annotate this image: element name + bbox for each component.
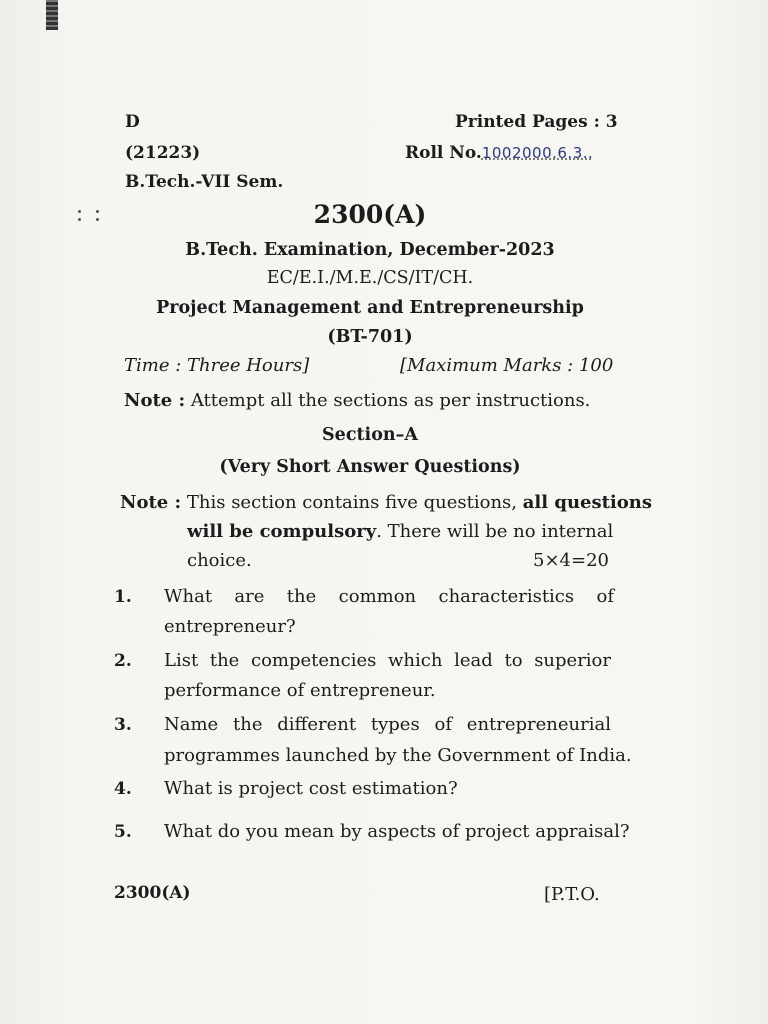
question-number: 4.	[114, 779, 132, 799]
max-marks: [Maximum Marks : 100	[400, 355, 614, 376]
roll-number-handwritten: 1002000.6.3..	[481, 144, 594, 162]
footer-paper-id: 2300(A)	[114, 883, 191, 903]
exam-name: B.Tech. Examination, December-2023	[185, 240, 555, 260]
question-text: What is project cost estimation?	[164, 778, 458, 799]
branches: EC/E.I./M.E./CS/IT/CH.	[266, 268, 474, 288]
question-text-cont: entrepreneur?	[164, 616, 296, 637]
general-note	[124, 390, 590, 411]
question-number: 3.	[114, 715, 132, 735]
section-a-note-line3: choice.	[187, 550, 252, 571]
section-note-bold2: will be compulsory	[187, 521, 377, 542]
paper-code: (21223)	[125, 143, 201, 163]
section-note-bold1: all questions	[522, 492, 652, 513]
section-a-note-line2	[187, 521, 613, 542]
printed-pages: Printed Pages : 3	[455, 112, 618, 132]
roll-number-field	[405, 143, 593, 163]
subject-code: (BT-701)	[327, 327, 413, 347]
section-a-title: Section–A	[322, 425, 418, 445]
page-turn-over: [P.T.O.	[544, 884, 600, 905]
note-text: Attempt all the sections as per instructions.	[190, 390, 591, 411]
section-a-note-line1	[120, 492, 652, 513]
course-semester: B.Tech.-VII Sem.	[125, 172, 284, 192]
question-text-cont: programmes launched by the Government of India.	[164, 745, 632, 766]
set-code: D	[125, 112, 140, 132]
section-note-text2: . There will be no internal	[376, 521, 614, 542]
question-number: 1.	[114, 587, 132, 607]
paper-id-title: 2300(A)	[313, 200, 427, 229]
section-a-subtitle: (Very Short Answer Questions)	[219, 457, 521, 477]
question-text: What do you mean by aspects of project appraisal?	[164, 821, 630, 842]
binding-mark	[46, 0, 58, 30]
section-a-marks: 5×4=20	[533, 550, 609, 571]
roll-label: Roll No.	[405, 143, 482, 163]
question-text: Name the different types of entrepreneurial	[164, 714, 611, 735]
section-note-label: Note :	[120, 492, 182, 513]
question-text: List the competencies which lead to superior	[164, 650, 611, 671]
question-text-cont: performance of entrepreneur.	[164, 680, 436, 701]
section-note-text1: This section contains five questions,	[186, 492, 523, 513]
question-number: 5.	[114, 822, 132, 842]
subject-name: Project Management and Entrepreneurship	[156, 298, 584, 318]
note-label: Note :	[124, 390, 186, 411]
exam-time: Time : Three Hours]	[124, 355, 310, 376]
question-number: 2.	[114, 651, 132, 671]
question-text: What are the common characteristics of	[164, 586, 614, 607]
